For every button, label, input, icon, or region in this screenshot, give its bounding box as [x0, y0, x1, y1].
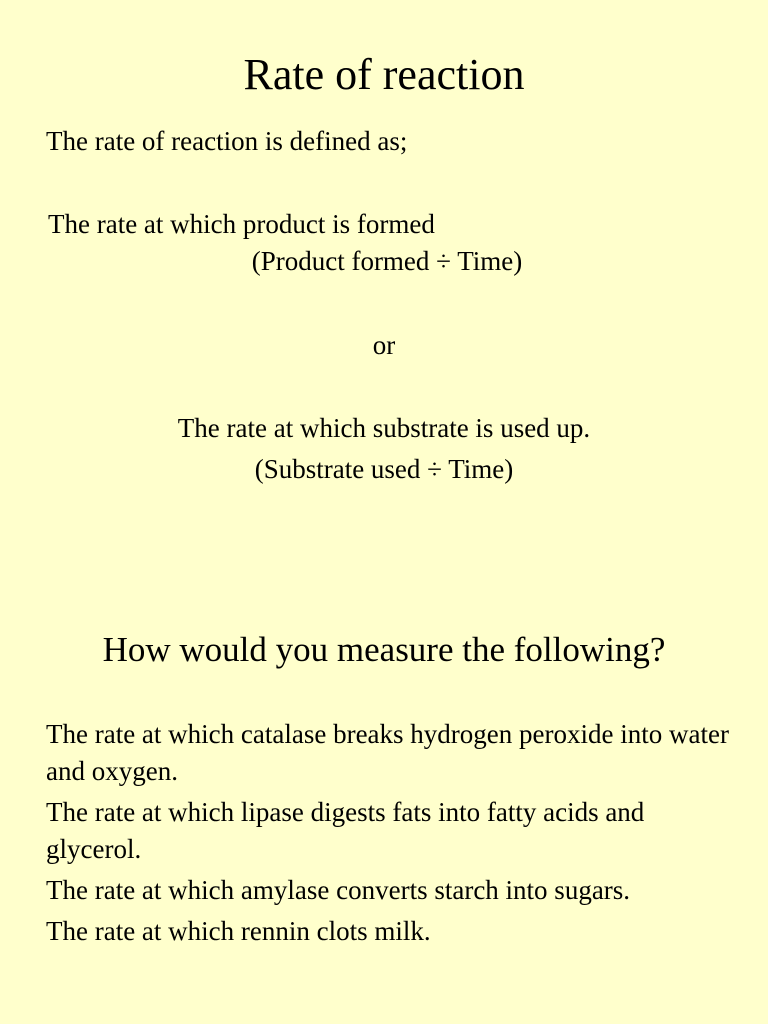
list-item: The rate at which amylase converts starch into sugars. [46, 875, 631, 905]
page-title: Rate of reaction [243, 50, 525, 99]
list-item: The rate at which rennin clots milk. [46, 916, 431, 946]
definition-product-text: The rate at which product is formed [48, 209, 435, 239]
or-text: or [372, 330, 396, 360]
definition-substrate-formula: (Substrate used ÷ Time) [254, 454, 514, 484]
question-heading: How would you measure the following? [102, 630, 666, 669]
list-item: The rate at which lipase digests fats into fatty acids and glycerol. [46, 797, 645, 864]
definition-substrate-text: The rate at which substrate is used up. [177, 413, 591, 443]
definition-product-formula: (Product formed ÷ Time) [251, 246, 523, 276]
list-item: The rate at which catalase breaks hydrogen peroxide into water and oxygen. [46, 719, 729, 786]
measurement-list [46, 716, 736, 954]
intro-text: The rate of reaction is defined as; [46, 126, 408, 156]
